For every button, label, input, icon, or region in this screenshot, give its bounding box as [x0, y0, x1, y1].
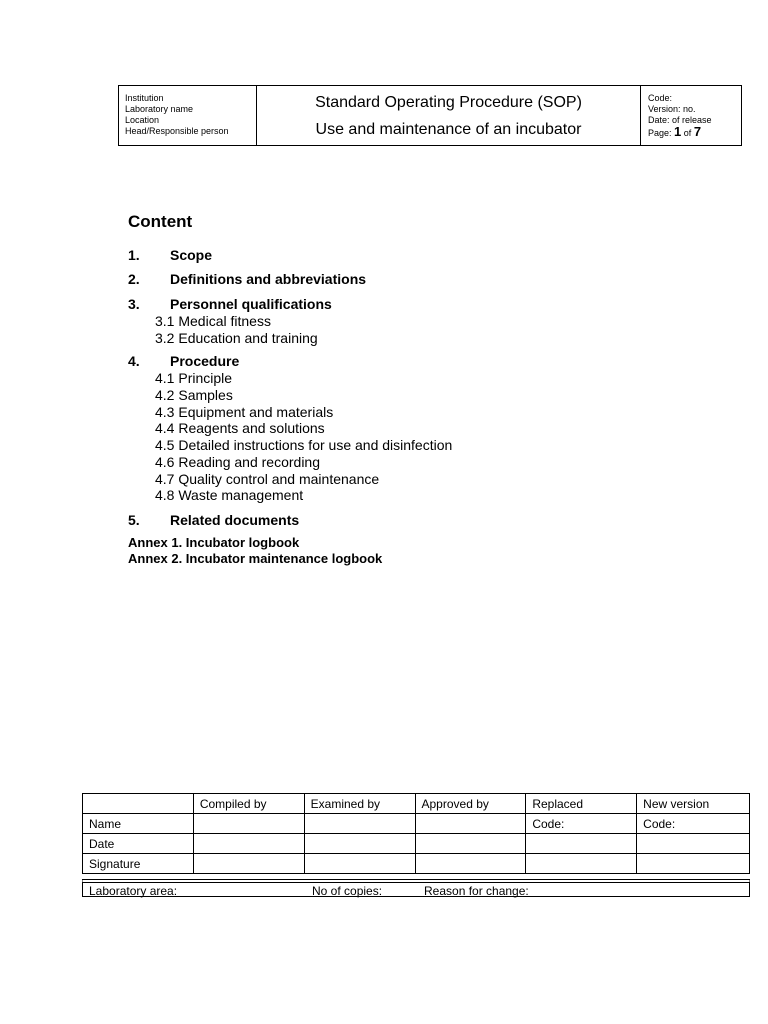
- approval-header-cell: Replaced: [526, 794, 637, 814]
- header-meta-block: [641, 86, 741, 145]
- approval-header-cell: New version: [637, 794, 750, 814]
- approval-header-cell: [83, 794, 194, 814]
- approval-cell: Signature: [83, 854, 194, 874]
- toc-label: Definitions and abbreviations: [170, 271, 367, 287]
- toc-subitem: 3.2 Education and training: [155, 329, 318, 346]
- lab-area-label: Laboratory area:: [89, 884, 178, 898]
- page-total: 7: [693, 124, 702, 139]
- approval-header-cell: Compiled by: [193, 794, 304, 814]
- toc-number: 1.: [128, 247, 140, 263]
- toc-number: 5.: [128, 511, 140, 528]
- approval-cell: [637, 834, 750, 854]
- toc-subitem: 4.3 Equipment and materials: [155, 403, 334, 420]
- reason-label: Reason for change:: [424, 884, 529, 898]
- toc-item: [128, 352, 452, 370]
- header-institution: Institution: [125, 93, 164, 103]
- approval-cell: [304, 814, 415, 834]
- approval-header-row: [83, 794, 750, 814]
- annex-item: Annex 1. Incubator logbook: [128, 534, 300, 550]
- toc-subitem: 4.1 Principle: [155, 370, 233, 387]
- approval-cell: [526, 854, 637, 874]
- approval-cell: [304, 854, 415, 874]
- approval-cell: [637, 854, 750, 874]
- toc-subitem: 4.4 Reagents and solutions: [155, 420, 325, 437]
- content-heading: Content: [128, 212, 193, 231]
- toc-item: [128, 511, 452, 529]
- approval-row: [83, 854, 750, 874]
- approval-cell: Code:: [526, 814, 637, 834]
- document-title: Standard Operating Procedure (SOP): [315, 94, 582, 111]
- approval-cell: Name: [83, 814, 194, 834]
- toc-item: [128, 246, 452, 264]
- approval-cell: [193, 854, 304, 874]
- toc-label: Personnel qualifications: [170, 296, 332, 312]
- toc-subitem: 4.7 Quality control and maintenance: [155, 470, 380, 487]
- approval-cell: [415, 834, 526, 854]
- approval-cell: [526, 834, 637, 854]
- toc-item: [128, 270, 452, 288]
- header-location: Location: [125, 115, 160, 125]
- toc-number: 2.: [128, 271, 140, 287]
- annex-list: [128, 535, 452, 567]
- header-institution-block: [119, 86, 257, 145]
- header-title-block: [257, 86, 641, 145]
- toc-label: Related documents: [170, 511, 300, 528]
- approval-cell: Date: [83, 834, 194, 854]
- toc-subitem: 4.6 Reading and recording: [155, 453, 321, 470]
- header-lab-name: Laboratory name: [125, 104, 194, 114]
- approval-cell: Code:: [637, 814, 750, 834]
- approval-cell: [193, 834, 304, 854]
- toc-subitem: 3.1 Medical fitness: [155, 313, 271, 329]
- header-page: Page: 1 of 7: [648, 124, 702, 139]
- approval-cell: [193, 814, 304, 834]
- document-header: [118, 85, 742, 146]
- approval-row: [83, 834, 750, 854]
- toc-item: [128, 295, 452, 313]
- toc-subitem: 4.5 Detailed instructions for use and disinfection: [155, 437, 453, 454]
- toc-label: Procedure: [170, 353, 240, 370]
- toc-number: 3.: [128, 296, 140, 312]
- document-subtitle: Use and maintenance of an incubator: [315, 121, 582, 138]
- approval-row: [83, 814, 750, 834]
- table-of-contents: [128, 246, 452, 567]
- header-version: Version: no.: [648, 104, 696, 114]
- toc-number: 4.: [128, 353, 140, 370]
- header-code: Code:: [648, 93, 673, 103]
- approval-cell: [415, 854, 526, 874]
- footer-info-bar: [82, 879, 750, 897]
- annex-item: Annex 2. Incubator maintenance logbook: [128, 550, 383, 566]
- approval-header-cell: Examined by: [304, 794, 415, 814]
- header-head-person: Head/Responsible person: [125, 126, 229, 136]
- page-number: 1: [674, 124, 682, 139]
- approval-table: [82, 793, 750, 874]
- approval-cell: [304, 834, 415, 854]
- toc-label: Scope: [170, 247, 213, 263]
- toc-subitem: 4.2 Samples: [155, 387, 233, 404]
- approval-cell: [415, 814, 526, 834]
- approval-header-cell: Approved by: [415, 794, 526, 814]
- copies-label: No of copies:: [312, 884, 383, 898]
- toc-subitem: 4.8 Waste management: [155, 487, 304, 504]
- header-date: Date: of release: [648, 115, 712, 125]
